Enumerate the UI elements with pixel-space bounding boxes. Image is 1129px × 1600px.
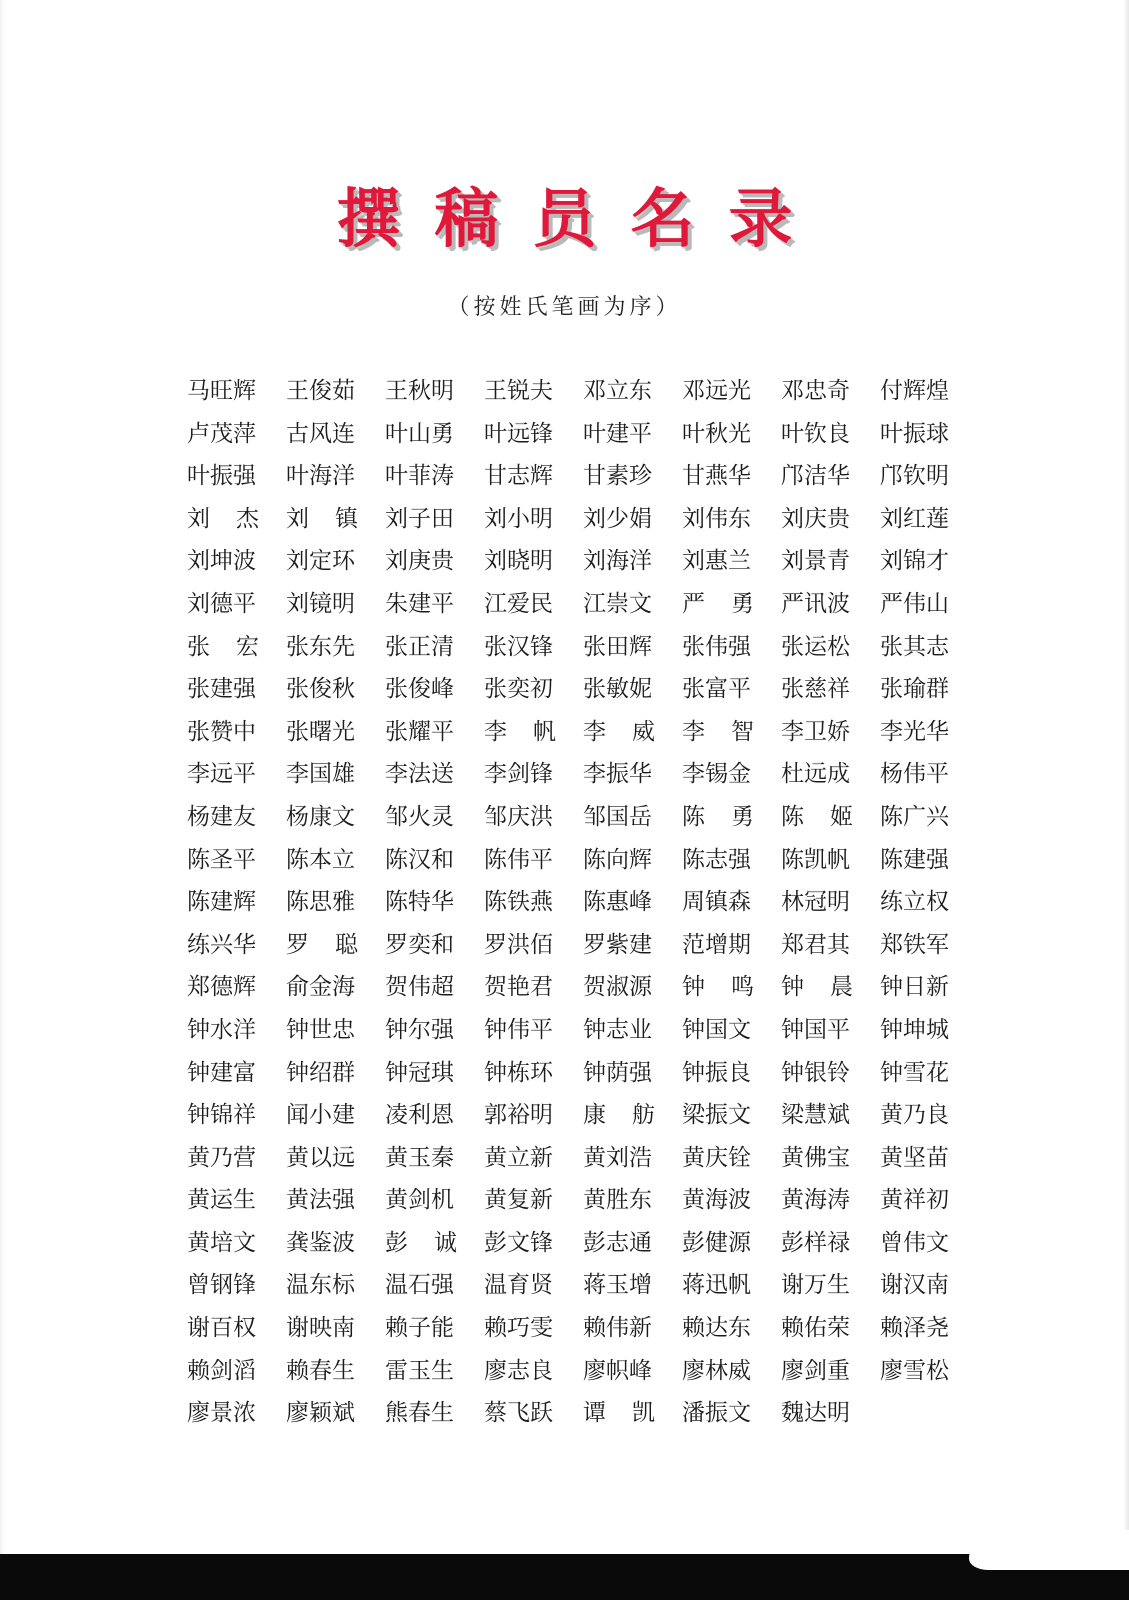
contributor-name: 彭诚 — [385, 1229, 483, 1256]
contributor-name: 黄乃营 — [187, 1144, 256, 1171]
contributor-name: 叶钦良 — [781, 420, 850, 447]
contributor-name: 张伟强 — [682, 633, 751, 660]
contributor-name: 古风连 — [286, 420, 355, 447]
contributor-name: 闻小建 — [286, 1102, 355, 1129]
contributor-name: 钟世忠 — [286, 1016, 355, 1043]
contributor-name: 刘杰 — [187, 505, 285, 532]
contributor-name: 黄乃良 — [880, 1102, 949, 1129]
contributor-name: 张敏妮 — [583, 676, 652, 703]
contributor-name: 谢汉南 — [880, 1272, 949, 1299]
contributor-name: 蒋迅帆 — [682, 1272, 751, 1299]
contributor-name: 郑德辉 — [187, 974, 256, 1001]
contributor-name: 陈惠峰 — [583, 889, 652, 916]
contributor-name: 李帆 — [484, 718, 582, 745]
names-list — [187, 376, 987, 1441]
contributor-name: 江爱民 — [484, 590, 553, 617]
contributor-name: 邹庆洪 — [484, 803, 553, 830]
contributor-name: 刘定环 — [286, 548, 355, 575]
contributor-name: 杨康文 — [286, 803, 355, 830]
contributor-name: 邝钦明 — [880, 463, 949, 490]
contributor-name: 梁慧斌 — [781, 1102, 850, 1129]
contributor-name: 郑君其 — [781, 931, 850, 958]
contributor-name: 甘志辉 — [484, 463, 553, 490]
contributor-name: 刘红莲 — [880, 505, 949, 532]
contributor-name: 贺淑源 — [583, 974, 652, 1001]
contributor-name: 钟锦祥 — [187, 1102, 256, 1129]
contributor-name: 钟尔强 — [385, 1016, 454, 1043]
contributor-name: 钟栋环 — [484, 1059, 553, 1086]
contributor-name: 彭文锋 — [484, 1229, 553, 1256]
contributor-name: 李振华 — [583, 761, 652, 788]
contributor-name: 钟银铃 — [781, 1059, 850, 1086]
contributor-name: 彭志通 — [583, 1229, 652, 1256]
contributor-name: 贺伟超 — [385, 974, 454, 1001]
contributor-name: 赖伟新 — [583, 1315, 652, 1342]
contributor-name: 李威 — [583, 718, 681, 745]
contributor-name: 张耀平 — [385, 718, 454, 745]
contributor-name: 郭裕明 — [484, 1102, 553, 1129]
contributor-name: 张曙光 — [286, 718, 355, 745]
contributor-name: 钟绍群 — [286, 1059, 355, 1086]
contributor-name: 蒋玉增 — [583, 1272, 652, 1299]
contributor-name: 严伟山 — [880, 590, 949, 617]
contributor-name: 张慈祥 — [781, 676, 850, 703]
contributor-name: 王秋明 — [385, 378, 454, 404]
contributor-name: 练立权 — [880, 889, 949, 916]
contributor-name: 李卫娇 — [781, 718, 850, 745]
contributor-name: 刘镇 — [286, 505, 384, 532]
contributor-name: 杜远成 — [781, 761, 850, 788]
contributor-name: 刘子田 — [385, 505, 454, 532]
contributor-name: 刘小明 — [484, 505, 553, 532]
contributor-name: 陈建强 — [880, 846, 949, 873]
contributor-name: 刘坤波 — [187, 548, 256, 575]
contributor-name: 钟国文 — [682, 1016, 751, 1043]
contributor-name: 黄祥初 — [880, 1187, 949, 1214]
contributor-name: 卢茂萍 — [187, 420, 256, 447]
contributor-name: 康舫 — [583, 1102, 681, 1129]
scan-bottom-band — [0, 1554, 1129, 1600]
contributor-name: 李法送 — [385, 761, 454, 788]
contributor-name: 刘景青 — [781, 548, 850, 575]
contributor-name: 张东先 — [286, 633, 355, 660]
contributor-name: 廖雪松 — [880, 1357, 949, 1384]
contributor-name: 彭样禄 — [781, 1229, 850, 1256]
contributor-name: 甘燕华 — [682, 463, 751, 490]
contributor-name: 刘庚贵 — [385, 548, 454, 575]
contributor-name: 钟雪花 — [880, 1059, 949, 1086]
contributor-name: 刘少娟 — [583, 505, 652, 532]
contributor-name: 张田辉 — [583, 633, 652, 660]
contributor-name: 杨建友 — [187, 803, 256, 830]
contributor-name: 刘镜明 — [286, 590, 355, 617]
contributor-name: 陈凯帆 — [781, 846, 850, 873]
contributor-name: 曾伟文 — [880, 1229, 949, 1256]
page-subtitle: （按姓氏笔画为序） — [447, 295, 682, 320]
contributor-name: 赖泽尧 — [880, 1315, 949, 1342]
contributor-name: 李智 — [682, 718, 780, 745]
page-title: 撰稿员名录 — [336, 183, 827, 257]
contributor-name: 黄庆铨 — [682, 1144, 751, 1171]
contributor-name: 马旺辉 — [187, 378, 256, 404]
contributor-name: 黄剑机 — [385, 1187, 454, 1214]
contributor-name: 张俊峰 — [385, 676, 454, 703]
contributor-name: 罗紫建 — [583, 931, 652, 958]
contributor-name: 陈建辉 — [187, 889, 256, 916]
contributor-name: 钟鸣 — [682, 974, 780, 1001]
contributor-name: 陈姬 — [781, 803, 879, 830]
contributor-name: 钟日新 — [880, 974, 949, 1001]
contributor-name: 陈本立 — [286, 846, 355, 873]
contributor-name: 邝洁华 — [781, 463, 850, 490]
contributor-name: 温石强 — [385, 1272, 454, 1299]
contributor-name: 李锡金 — [682, 761, 751, 788]
contributor-name: 张汉锋 — [484, 633, 553, 660]
contributor-name: 陈志强 — [682, 846, 751, 873]
contributor-name: 赖达东 — [682, 1315, 751, 1342]
contributor-name: 周镇森 — [682, 889, 751, 916]
contributor-name: 温东标 — [286, 1272, 355, 1299]
contributor-name: 刘伟东 — [682, 505, 751, 532]
contributor-name: 龚鉴波 — [286, 1229, 355, 1256]
contributor-name: 江崇文 — [583, 590, 652, 617]
contributor-name: 罗奕和 — [385, 931, 454, 958]
contributor-name: 黄运生 — [187, 1187, 256, 1214]
torn-corner — [969, 1530, 1129, 1570]
contributor-name: 严勇 — [682, 590, 780, 617]
contributor-name: 魏达明 — [781, 1400, 850, 1427]
contributor-name: 叶山勇 — [385, 420, 454, 447]
contributor-name: 黄海涛 — [781, 1187, 850, 1214]
contributor-name: 朱建平 — [385, 590, 454, 617]
contributor-name: 梁振文 — [682, 1102, 751, 1129]
contributor-name: 钟国平 — [781, 1016, 850, 1043]
contributor-name: 廖林威 — [682, 1357, 751, 1384]
contributor-name: 雷玉生 — [385, 1357, 454, 1384]
contributor-name: 陈伟平 — [484, 846, 553, 873]
contributor-name: 叶建平 — [583, 420, 652, 447]
contributor-name: 赖巧雯 — [484, 1315, 553, 1342]
contributor-name: 廖剑重 — [781, 1357, 850, 1384]
contributor-name: 刘庆贵 — [781, 505, 850, 532]
contributor-name: 林冠明 — [781, 889, 850, 916]
contributor-name: 邓忠奇 — [781, 378, 850, 404]
contributor-name: 陈广兴 — [880, 803, 949, 830]
contributor-name: 邓立东 — [583, 378, 652, 404]
contributor-name: 谭凯 — [583, 1400, 681, 1427]
contributor-name: 李剑锋 — [484, 761, 553, 788]
contributor-name: 邹国岳 — [583, 803, 652, 830]
contributor-name: 蔡飞跃 — [484, 1400, 553, 1427]
contributor-name: 黄玉秦 — [385, 1144, 454, 1171]
contributor-name: 熊春生 — [385, 1400, 454, 1427]
contributor-name: 邹火灵 — [385, 803, 454, 830]
contributor-name: 李光华 — [880, 718, 949, 745]
contributor-name: 叶菲涛 — [385, 463, 454, 490]
contributor-name: 张运松 — [781, 633, 850, 660]
contributor-name: 陈汉和 — [385, 846, 454, 873]
contributor-name: 凌利恩 — [385, 1102, 454, 1129]
contributor-name: 刘海洋 — [583, 548, 652, 575]
contributor-name: 黄复新 — [484, 1187, 553, 1214]
contributor-name: 黄立新 — [484, 1144, 553, 1171]
contributor-name: 张赞中 — [187, 718, 256, 745]
contributor-name: 张富平 — [682, 676, 751, 703]
contributor-name: 俞金海 — [286, 974, 355, 1001]
contributor-name: 叶远锋 — [484, 420, 553, 447]
contributor-name: 黄法强 — [286, 1187, 355, 1214]
contributor-name: 邓远光 — [682, 378, 751, 404]
contributor-name: 张宏 — [187, 633, 285, 660]
contributor-name: 李远平 — [187, 761, 256, 788]
contributor-name: 陈铁燕 — [484, 889, 553, 916]
contributor-name: 黄海波 — [682, 1187, 751, 1214]
contributor-name: 王锐夫 — [484, 378, 553, 404]
contributor-name: 潘振文 — [682, 1400, 751, 1427]
contributor-name: 张奕初 — [484, 676, 553, 703]
contributor-name: 张建强 — [187, 676, 256, 703]
contributor-name: 甘素珍 — [583, 463, 652, 490]
contributor-name: 钟坤城 — [880, 1016, 949, 1043]
contributor-name: 刘锦才 — [880, 548, 949, 575]
contributor-name: 叶振强 — [187, 463, 256, 490]
contributor-name: 赖佑荣 — [781, 1315, 850, 1342]
contributor-name: 钟志业 — [583, 1016, 652, 1043]
contributor-name: 谢万生 — [781, 1272, 850, 1299]
contributor-name: 赖剑滔 — [187, 1357, 256, 1384]
contributor-name: 叶海洋 — [286, 463, 355, 490]
contributor-name: 李国雄 — [286, 761, 355, 788]
contributor-name: 廖帜峰 — [583, 1357, 652, 1384]
contributor-name: 张其志 — [880, 633, 949, 660]
contributor-name: 陈圣平 — [187, 846, 256, 873]
contributor-name: 王俊茹 — [286, 378, 355, 404]
contributor-name: 黄培文 — [187, 1229, 256, 1256]
contributor-name: 陈向辉 — [583, 846, 652, 873]
contributor-name: 谢百权 — [187, 1315, 256, 1342]
contributor-name: 黄刘浩 — [583, 1144, 652, 1171]
contributor-name: 张正清 — [385, 633, 454, 660]
contributor-name: 谢映南 — [286, 1315, 355, 1342]
contributor-name: 钟荫强 — [583, 1059, 652, 1086]
contributor-name: 黄坚苗 — [880, 1144, 949, 1171]
contributor-name: 黄胜东 — [583, 1187, 652, 1214]
contributor-name: 廖景浓 — [187, 1400, 256, 1427]
contributor-name: 陈思雅 — [286, 889, 355, 916]
contributor-name: 黄佛宝 — [781, 1144, 850, 1171]
contributor-name: 赖子能 — [385, 1315, 454, 1342]
contributor-name: 付辉煌 — [880, 378, 949, 404]
contributor-name: 范增期 — [682, 931, 751, 958]
contributor-name: 陈特华 — [385, 889, 454, 916]
contributor-name: 钟冠琪 — [385, 1059, 454, 1086]
contributor-name: 刘德平 — [187, 590, 256, 617]
contributor-name: 曾钢锋 — [187, 1272, 256, 1299]
contributor-name: 练兴华 — [187, 931, 256, 958]
contributor-name: 钟水洋 — [187, 1016, 256, 1043]
contributor-name: 赖春生 — [286, 1357, 355, 1384]
contributor-name: 刘晓明 — [484, 548, 553, 575]
contributor-name: 罗聪 — [286, 931, 384, 958]
contributor-name: 彭健源 — [682, 1229, 751, 1256]
contributor-name: 罗洪佰 — [484, 931, 553, 958]
contributor-name: 廖颖斌 — [286, 1400, 355, 1427]
contributor-name: 叶振球 — [880, 420, 949, 447]
contributor-name: 叶秋光 — [682, 420, 751, 447]
contributor-name: 温育贤 — [484, 1272, 553, 1299]
contributor-name: 郑铁军 — [880, 931, 949, 958]
contributor-name: 杨伟平 — [880, 761, 949, 788]
contributor-name: 钟伟平 — [484, 1016, 553, 1043]
contributor-name: 钟晨 — [781, 974, 879, 1001]
contributor-name: 钟建富 — [187, 1059, 256, 1086]
contributor-name: 黄以远 — [286, 1144, 355, 1171]
contributor-name: 陈勇 — [682, 803, 780, 830]
contributor-name: 张瑜群 — [880, 676, 949, 703]
contributor-name: 廖志良 — [484, 1357, 553, 1384]
contributor-name: 贺艳君 — [484, 974, 553, 1001]
contributor-name: 钟振良 — [682, 1059, 751, 1086]
contributor-name: 刘惠兰 — [682, 548, 751, 575]
contributor-name: 严讯波 — [781, 590, 850, 617]
contributor-name: 张俊秋 — [286, 676, 355, 703]
